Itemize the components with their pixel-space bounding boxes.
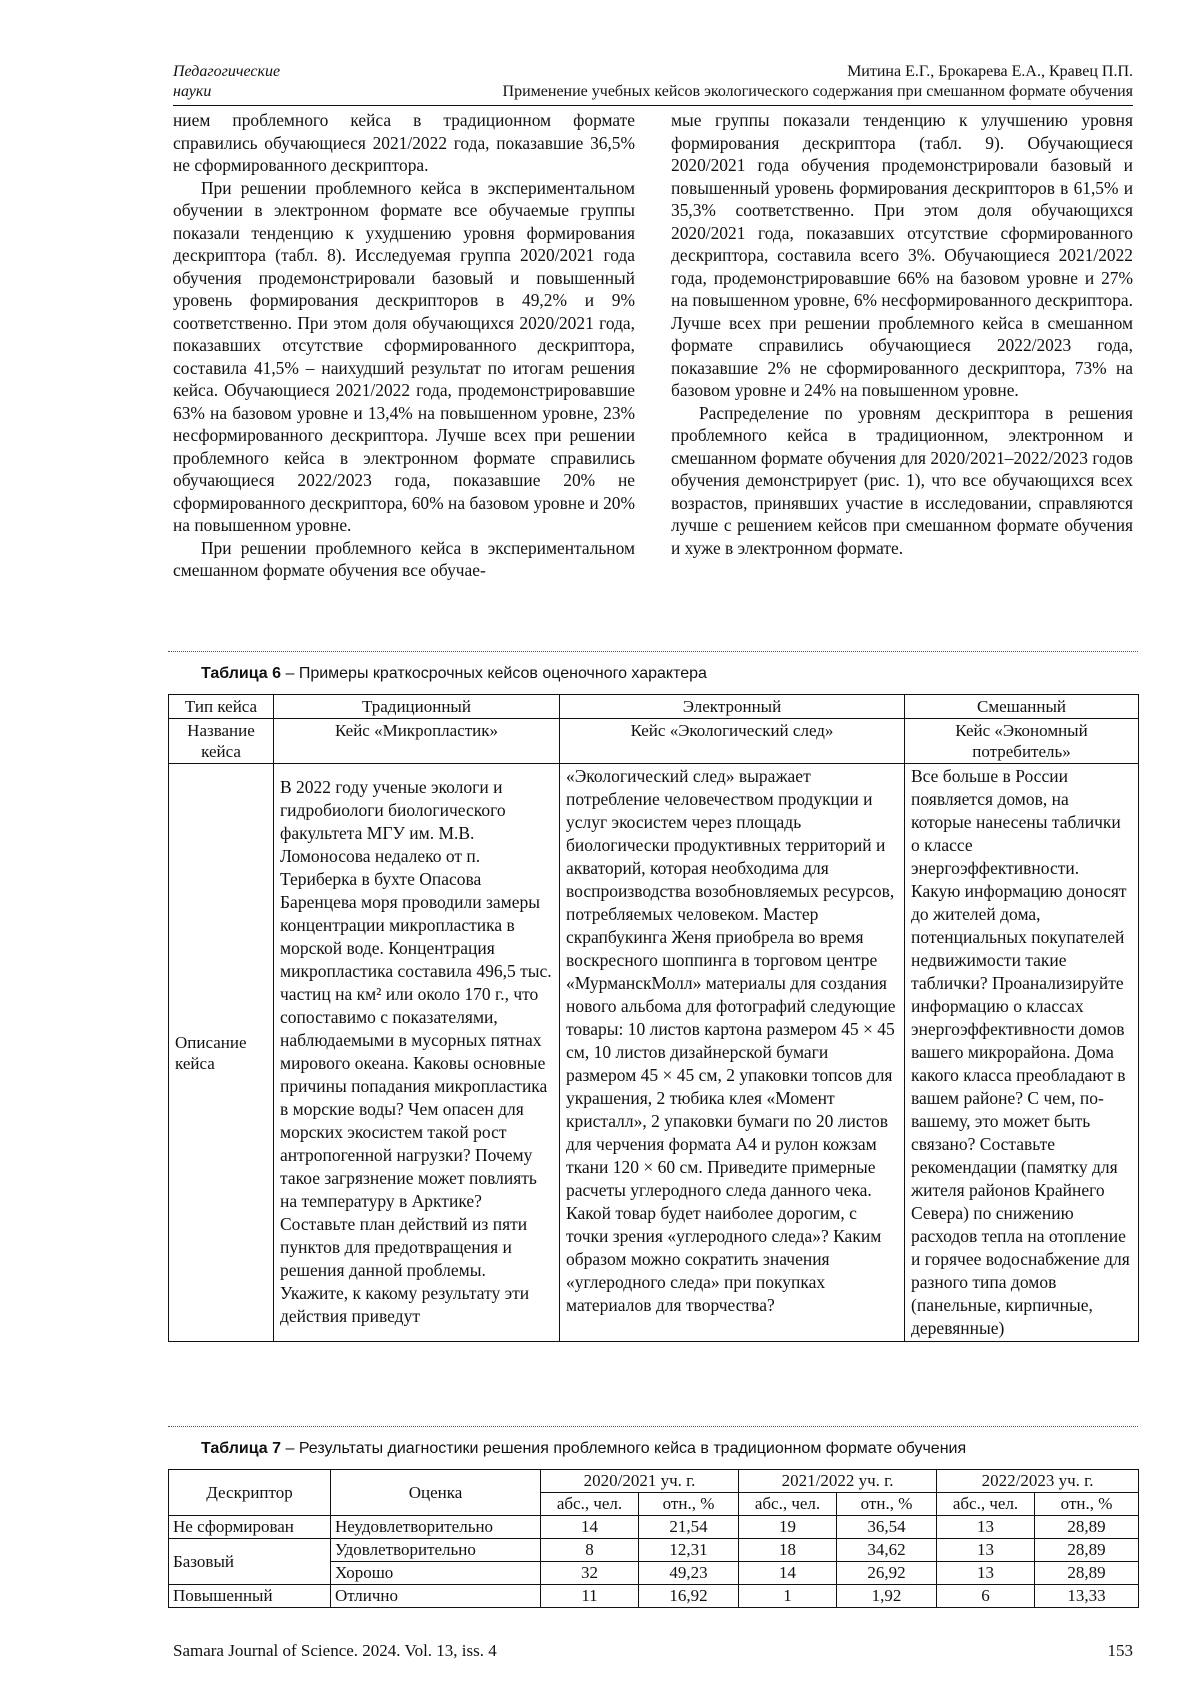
grade-cell: Неудовлетворительно: [331, 1516, 541, 1539]
table7: [168, 1469, 1139, 1608]
paragraph: мые группы показали тенденцию к улучшению уровня формирования дескриптора (табл. 9). Обучающиеся 2020/2021 года обучения продемонстрировали базовый и повышенный уровень формирования дескрипторов в 61,5% и 35,3% соответственно. При этом доля обучающихся 2020/2021 года, показавших отсутствие сформированного дескриптора, составила всего 3%. Обучающиеся 2021/2022 года, продемонстрировавшие 66% на базовом уровне и 27% на повышенном уровне, 6% несформированного дескриптора. Лучше всех при решении проблемного кейса в смешанном формате справились обучающиеся 2022/2023 года, показавшие 2% не сформированного дескриптора, 73% на базовом уровне и 24% на повышенном уровне.: [671, 109, 1133, 402]
left-column: [173, 109, 635, 582]
value-cell: 14: [541, 1516, 639, 1539]
cell: Кейс «Экологический след»: [560, 719, 905, 764]
value-cell: 26,92: [837, 1562, 937, 1585]
table-row: [169, 764, 1139, 1342]
paragraph: При решении проблемного кейса в экспериментальном смешанном формате обучения все обучае-: [173, 537, 635, 582]
header-cell: Дескриптор: [169, 1470, 331, 1516]
grade-cell: Удовлетворительно: [331, 1539, 541, 1562]
table6-caption: Таблица 6 – Примеры краткосрочных кейсов оценочного характера: [201, 664, 707, 684]
cell: Кейс «Микропластик»: [274, 719, 560, 764]
journal-citation: Samara Journal of Science. 2024. Vol. 13, iss. 4: [173, 1641, 497, 1660]
header-cell: абс., чел.: [541, 1493, 639, 1516]
cell: В 2022 году ученые экологи и гидробиологи биологического факультета МГУ им. М.В. Ломоносова недалеко от п. Териберка в бухте Опасова Баренцева моря проводили замеры концентрации микропластика в морской воде. Концентрация микропластика составила 496,5 тыс. частиц на км² или около 170 г., что сопоставимо с показателями, наблюдаемыми в мусорных пятнах мирового океана. Каковы основные причины попадания микропластика в морские воды? Чем опасен для морских экосистем такой рост антропогенной нагрузки? Почему такое загрязнение может повлиять на температуру в Арктике? Составьте план действий из пяти пунктов для предотвращения и решения данной проблемы. Укажите, к какому результату эти действия приведут: [274, 764, 560, 1342]
header-cell: Смешанный: [905, 695, 1139, 719]
header-cell: Оценка: [331, 1470, 541, 1516]
value-cell: 34,62: [837, 1539, 937, 1562]
table7-caption: Таблица 7 – Результаты диагностики решения проблемного кейса в традиционном формате обучения: [201, 1439, 966, 1459]
table6: [168, 694, 1139, 1342]
header-cell: отн., %: [1035, 1493, 1139, 1516]
header-cell: Электронный: [560, 695, 905, 719]
table-row: [169, 695, 1139, 719]
body-text: [173, 109, 1133, 629]
grade-cell: Хорошо: [331, 1562, 541, 1585]
article-info: [503, 62, 1133, 102]
header-cell: Традиционный: [274, 695, 560, 719]
year-header: 2020/2021 уч. г.: [541, 1470, 739, 1493]
descriptor-cell: Повышенный: [169, 1585, 331, 1608]
value-cell: 36,54: [837, 1516, 937, 1539]
value-cell: 1,92: [837, 1585, 937, 1608]
value-cell: 21,54: [639, 1516, 739, 1539]
header-cell: отн., %: [837, 1493, 937, 1516]
table-row: [169, 1470, 1139, 1493]
section-name: Педагогические науки: [173, 62, 280, 102]
value-cell: 13,33: [1035, 1585, 1139, 1608]
row-label: Описание кейса: [169, 764, 274, 1342]
value-cell: 18: [739, 1539, 837, 1562]
running-header: [173, 62, 1133, 106]
value-cell: 13: [937, 1516, 1035, 1539]
paragraph: Распределение по уровням дескриптора в решения проблемного кейса в традиционном, электронном и смешанном формате обучения для 2020/2021–2022/2023 годов обучения демонстрирует (рис. 1), что все обучающихся всех возрастов, принявших участие в исследовании, справляются лучше с решением кейсов при смешанном формате обучения и хуже в электронном формате.: [671, 402, 1133, 560]
value-cell: 49,23: [639, 1562, 739, 1585]
header-cell: абс., чел.: [739, 1493, 837, 1516]
page-number: 153: [1108, 1640, 1134, 1662]
divider: [168, 651, 1138, 652]
row-label: Название кейса: [169, 719, 274, 764]
value-cell: 13: [937, 1562, 1035, 1585]
value-cell: 28,89: [1035, 1539, 1139, 1562]
year-header: 2022/2023 уч. г.: [937, 1470, 1139, 1493]
value-cell: 19: [739, 1516, 837, 1539]
table-row: [169, 719, 1139, 764]
value-cell: 14: [739, 1562, 837, 1585]
descriptor-cell: Базовый: [169, 1539, 331, 1585]
running-title: Применение учебных кейсов экологического содержания при смешанном формате обучения: [503, 82, 1133, 102]
value-cell: 16,92: [639, 1585, 739, 1608]
page-footer: [173, 1640, 1133, 1662]
right-column: [671, 109, 1133, 559]
paragraph: нием проблемного кейса в традиционном формате справились обучающиеся 2021/2022 года, показавшие 36,5% не сформированного дескриптора.: [173, 109, 635, 177]
value-cell: 11: [541, 1585, 639, 1608]
value-cell: 28,89: [1035, 1516, 1139, 1539]
value-cell: 8: [541, 1539, 639, 1562]
value-cell: 13: [937, 1539, 1035, 1562]
value-cell: 28,89: [1035, 1562, 1139, 1585]
header-cell: абс., чел.: [937, 1493, 1035, 1516]
header-cell: Тип кейса: [169, 695, 274, 719]
grade-cell: Отлично: [331, 1585, 541, 1608]
cell: Кейс «Экономный потребитель»: [905, 719, 1139, 764]
value-cell: 12,31: [639, 1539, 739, 1562]
cell: «Экологический след» выражает потребление человечеством продукции и услуг экосистем через площадь биологически продуктивных территорий и акваторий, которая необходима для воспроизводства возобновляемых ресурсов, потребляемых человеком. Мастер скрапбукинга Женя приобрела во время воскресного шоппинга в торговом центре «МурманскМолл» материалы для создания нового альбома для фотографий следующие товары: 10 листов картона размером 45 × 45 см, 10 листов дизайнерской бумаги размером 45 × 45 см, 2 упаковки топсов для украшения, 2 тюбика клея «Момент кристалл», 2 упаковки бумаги по 20 листов для черчения формата А4 и рулон кожзам ткани 120 × 60 см. Приведите примерные расчеты углеродного следа данного чека. Какой товар будет наиболее дорогим, с точки зрения «углеродного следа»? Каким образом можно сократить значения «углеродного следа» при покупках материалов для творчества?: [560, 764, 905, 1342]
divider: [168, 1426, 1138, 1427]
table-row: [169, 1516, 1139, 1539]
cell: Все больше в России появляется домов, на которые нанесены таблички о классе энергоэффективности. Какую информацию доносят до жителей дома, потенциальных покупателей недвижимости такие таблички? Проанализируйте информацию о классах энергоэффективности домов вашего микрорайона. Дома какого класса преобладают в вашем районе? С чем, по-вашему, это может быть связано? Составьте рекомендации (памятку для жителя районов Крайнего Севера) по снижению расходов тепла на отопление и горячее водоснабжение для разного типа домов (панельные, кирпичные, деревянные): [905, 764, 1139, 1342]
authors: Митина Е.Г., Брокарева Е.А., Кравец П.П.: [503, 62, 1133, 82]
table-row: [169, 1585, 1139, 1608]
table-row: [169, 1539, 1139, 1562]
value-cell: 6: [937, 1585, 1035, 1608]
value-cell: 1: [739, 1585, 837, 1608]
year-header: 2021/2022 уч. г.: [739, 1470, 937, 1493]
header-cell: отн., %: [639, 1493, 739, 1516]
paragraph: При решении проблемного кейса в экспериментальном обучении в электронном формате все обучаемые группы показали тенденцию к ухудшению уровня формирования дескриптора (табл. 8). Исследуемая группа 2020/2021 года обучения продемонстрировали базовый и повышенный уровень формирования дескрипторов в 49,2% и 9% соответственно. При этом доля обучающихся 2020/2021 года, показавших отсутствие сформированного дескриптора, составила 41,5% – наихудший результат по итогам решения кейса. Обучающиеся 2021/2022 года, продемонстрировавшие 63% на базовом уровне и 13,4% на повышенном уровне, 23% несформированного дескриптора. Лучше всех при решении проблемного кейса в электронном формате справились обучающиеся 2022/2023 года, показавшие 20% не сформированного дескриптора, 60% на базовом уровне и 20% на повышенном уровне.: [173, 177, 635, 537]
value-cell: 32: [541, 1562, 639, 1585]
descriptor-cell: Не сформирован: [169, 1516, 331, 1539]
